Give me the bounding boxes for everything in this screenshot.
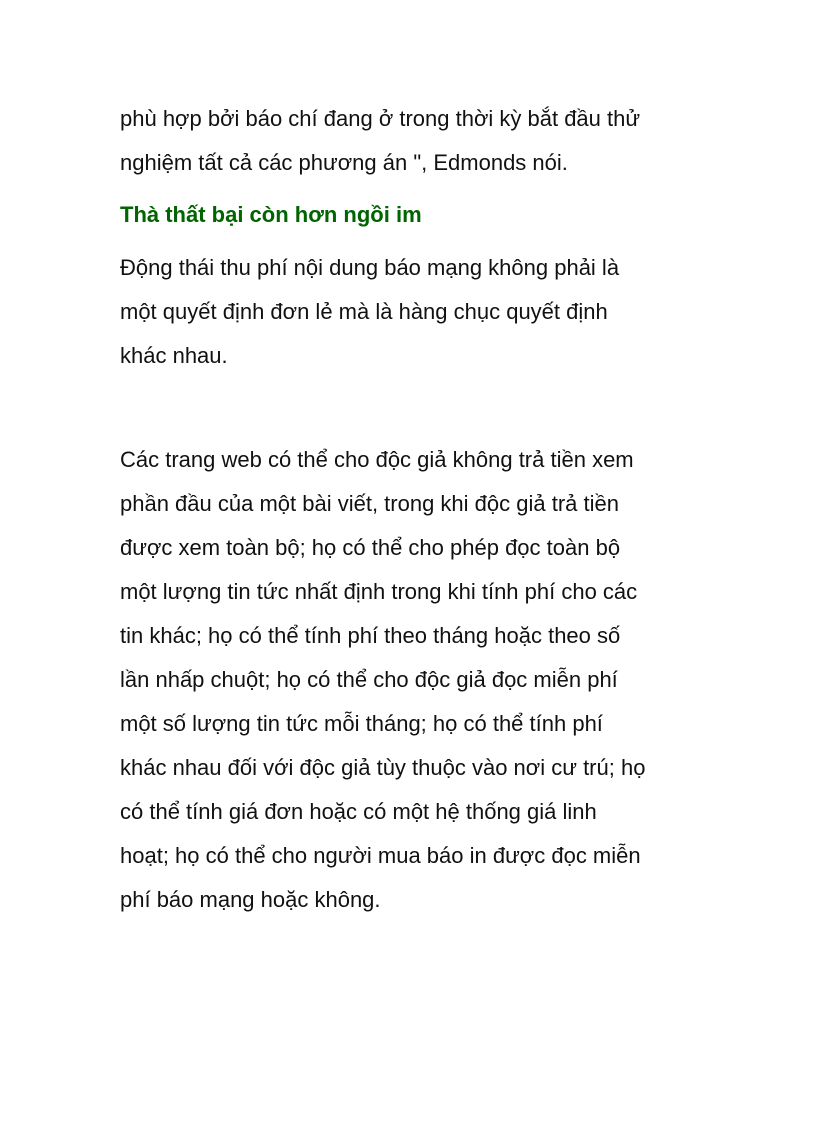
text-line: phần đầu của một bài viết, trong khi độc giả trả tiền — [120, 491, 619, 516]
intro-paragraph — [120, 97, 720, 185]
section-heading: Thà thất bại còn hơn ngồi im — [120, 202, 422, 227]
text-line: một số lượng tin tức mỗi tháng; họ có thể tính phí — [120, 711, 603, 736]
text-line: nghiệm tất cả các phương án ", Edmonds nói. — [120, 150, 568, 175]
paragraph-1 — [120, 246, 720, 378]
text-line: được xem toàn bộ; họ có thể cho phép đọc toàn bộ — [120, 535, 621, 560]
text-line: một lượng tin tức nhất định trong khi tính phí cho các — [120, 579, 638, 604]
text-line: một quyết định đơn lẻ mà là hàng chục quyết định — [120, 299, 608, 324]
text-line: Động thái thu phí nội dung báo mạng không phải là — [120, 255, 620, 280]
text-line: hoạt; họ có thể cho người mua báo in được đọc miễn — [120, 843, 641, 868]
text-line: có thể tính giá đơn hoặc có một hệ thống giá linh — [120, 799, 597, 824]
text-line: khác nhau. — [120, 343, 228, 368]
text-line: lần nhấp chuột; họ có thể cho độc giả đọc miễn phí — [120, 667, 618, 692]
text-line: phí báo mạng hoặc không. — [120, 887, 381, 912]
text-line: phù hợp bởi báo chí đang ở trong thời kỳ bắt đầu thử — [120, 106, 641, 131]
paragraph-2 — [120, 438, 720, 922]
text-line: tin khác; họ có thể tính phí theo tháng hoặc theo số — [120, 623, 621, 648]
text-line: khác nhau đối với độc giả tùy thuộc vào nơi cư trú; họ — [120, 755, 646, 780]
text-line: Các trang web có thể cho độc giả không trả tiền xem — [120, 447, 634, 472]
